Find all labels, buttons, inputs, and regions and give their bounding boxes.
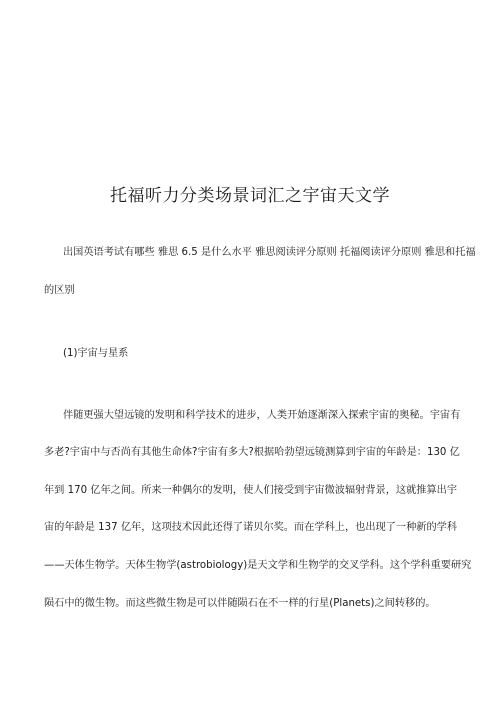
page-title: 托福听力分类场景词汇之宇宙天文学 <box>110 186 390 206</box>
body-line-6: 陨石中的微生物。而这些微生物是可以伴随陨石在不一样的行星(Planets)之间转移的。 <box>44 598 436 609</box>
body-line-2: 多老?宇宙中与否尚有其他生命体?宇宙有多大?根据哈勃望远镜测算到宇宙的年龄是：130 亿 <box>44 447 460 458</box>
intro-line-2: 的区别 <box>44 285 75 296</box>
body-line-1: 伴随更强大望远镜的发明和科学技术的进步，人类开始逐渐深入探索宇宙的奥秘。宇宙有 <box>63 410 461 421</box>
section-heading: (1)宇宙与星系 <box>63 348 129 359</box>
body-line-3: 年到 170 亿年之间。所来一种偶尔的发明，使人们接受到宇宙微波辐射背景，这就推算出宇 <box>44 485 458 496</box>
body-line-4: 宙的年龄是 137 亿年，这项技术因此还得了诺贝尔奖。而在学科上，也出现了一种新的学科 <box>44 522 458 533</box>
intro-line-1: 出国英语考试有哪些 雅思 6.5 是什么水平 雅思阅读评分原则 托福阅读评分原则 雅思和托福 <box>63 247 476 258</box>
body-line-5: ——天体生物学。天体生物学(astrobiology)是天文学和生物学的交叉学科。这个学科重要研究 <box>44 560 472 571</box>
